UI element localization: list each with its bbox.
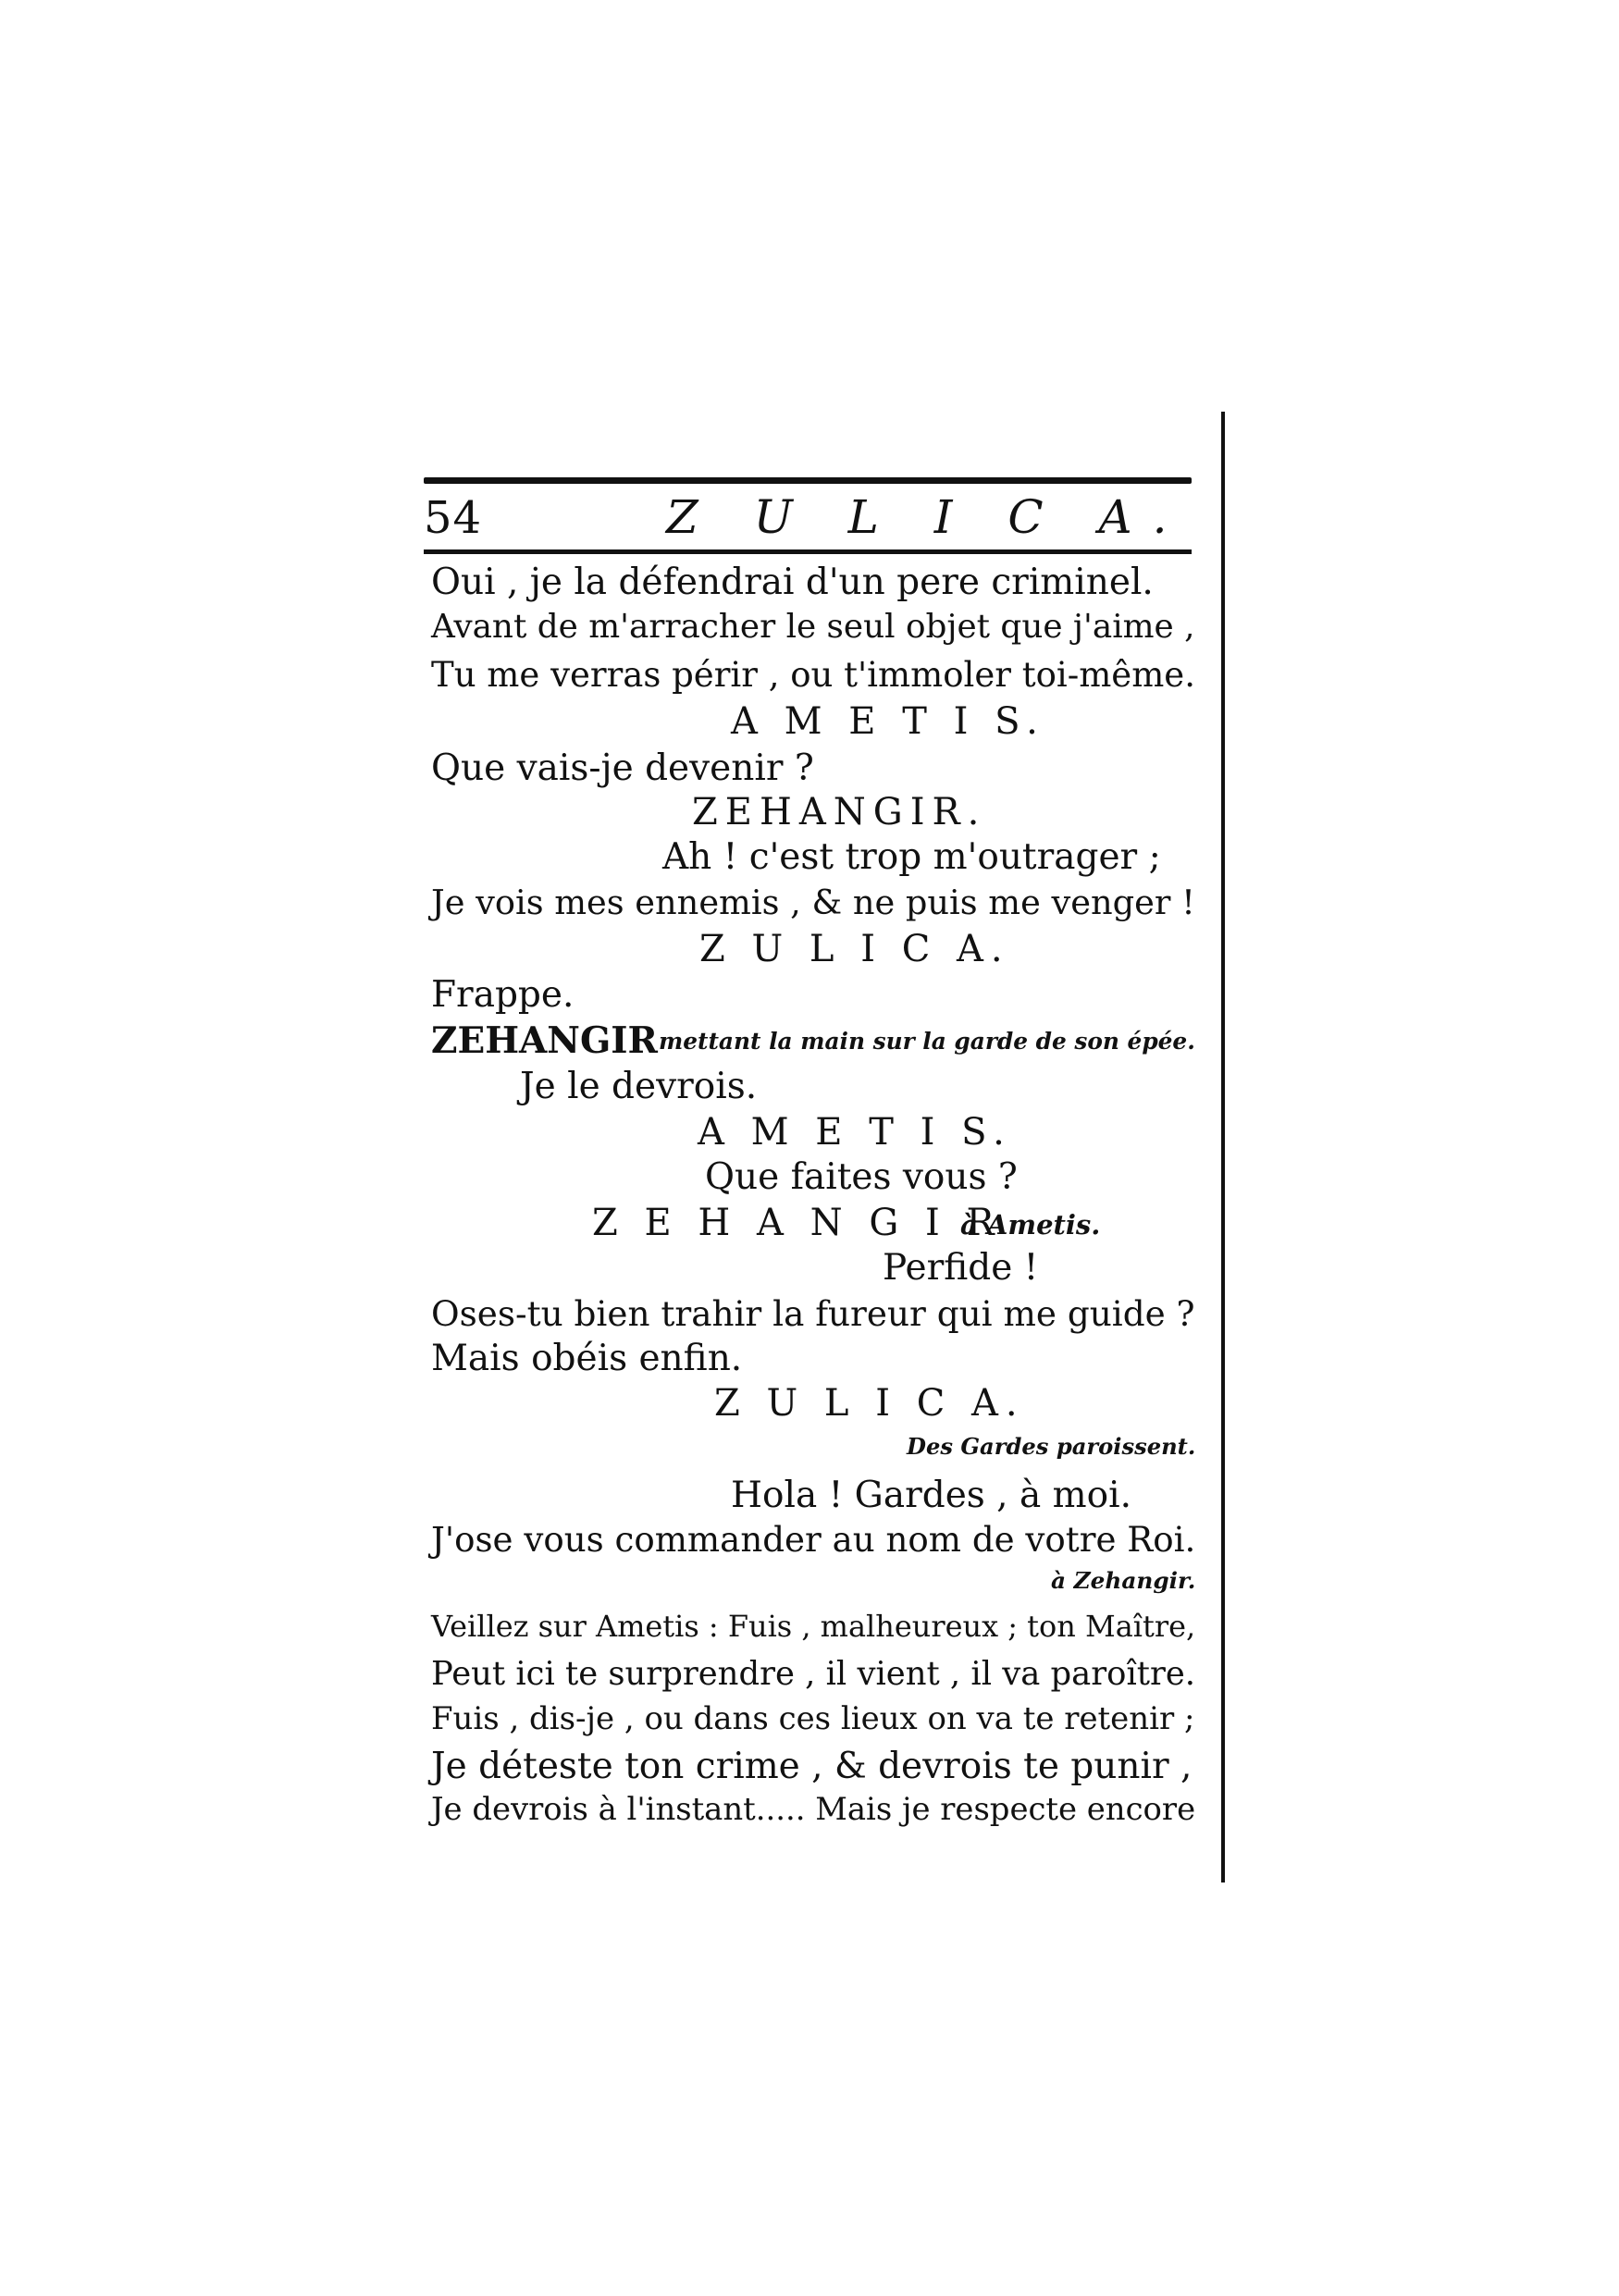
verse-line: Ah ! c'est trop m'outrager ; xyxy=(662,836,1161,878)
header-rule-bottom xyxy=(424,549,1192,554)
speaker-name: Z E H A N G I R xyxy=(592,1202,1002,1244)
verse-line: Frappe. xyxy=(431,974,575,1016)
verse-line: Je vois mes ennemis , & ne puis me venger ! xyxy=(431,883,1195,922)
speaker-name: ZEHANGIR xyxy=(431,1019,658,1062)
verse-line: Veillez sur Ametis : Fuis , malheureux ; ton Maître, xyxy=(431,1609,1196,1644)
page-number: 54 xyxy=(424,492,483,544)
verse-line: J'ose vous commander au nom de votre Roi. xyxy=(431,1520,1196,1560)
verse-line: Oui , je la défendrai d'un pere criminel. xyxy=(431,562,1154,603)
verse-line: Je devrois à l'instant..... Mais je respecte encore xyxy=(431,1791,1196,1827)
stage-direction: à Ametis. xyxy=(960,1209,1101,1241)
speaker-name: ZEHANGIR. xyxy=(692,791,987,833)
verse-line: Tu me verras périr , ou t'immoler toi-même. xyxy=(431,655,1195,695)
verse-line: Peut ici te surprendre , il vient , il va paroître. xyxy=(431,1655,1196,1693)
verse-line: Perfide ! xyxy=(883,1247,1039,1289)
speaker-name: A M E T I S. xyxy=(698,1111,1012,1154)
stage-direction: à Zehangir. xyxy=(1051,1567,1196,1594)
verse-line: Je le devrois. xyxy=(520,1066,758,1107)
speaker-name: Z U L I C A. xyxy=(714,1382,1025,1425)
verse-line: Que vais-je devenir ? xyxy=(431,747,814,789)
header-rule-top xyxy=(424,477,1192,484)
verse-line: Fuis , dis-je , ou dans ces lieux on va te retenir ; xyxy=(431,1700,1195,1737)
page-edge-line xyxy=(1221,412,1225,1882)
running-title: Z U L I C A. xyxy=(666,490,1188,544)
stage-direction: Des Gardes paroissent. xyxy=(907,1433,1196,1460)
speaker-name: A M E T I S. xyxy=(731,700,1045,743)
verse-line: Mais obéis enfin. xyxy=(431,1338,743,1379)
verse-line: Que faites vous ? xyxy=(705,1156,1018,1198)
stage-direction: mettant la main sur la garde de son épée. xyxy=(659,1028,1195,1055)
verse-line: Je déteste ton crime , & devrois te punir , xyxy=(431,1746,1193,1787)
verse-line: Hola ! Gardes , à moi. xyxy=(731,1475,1131,1516)
speaker-name: Z U L I C A. xyxy=(699,928,1010,970)
verse-line: Oses-tu bien trahir la fureur qui me guide ? xyxy=(431,1293,1195,1334)
verse-line: Avant de m'arracher le seul objet que j'aime , xyxy=(431,608,1195,646)
